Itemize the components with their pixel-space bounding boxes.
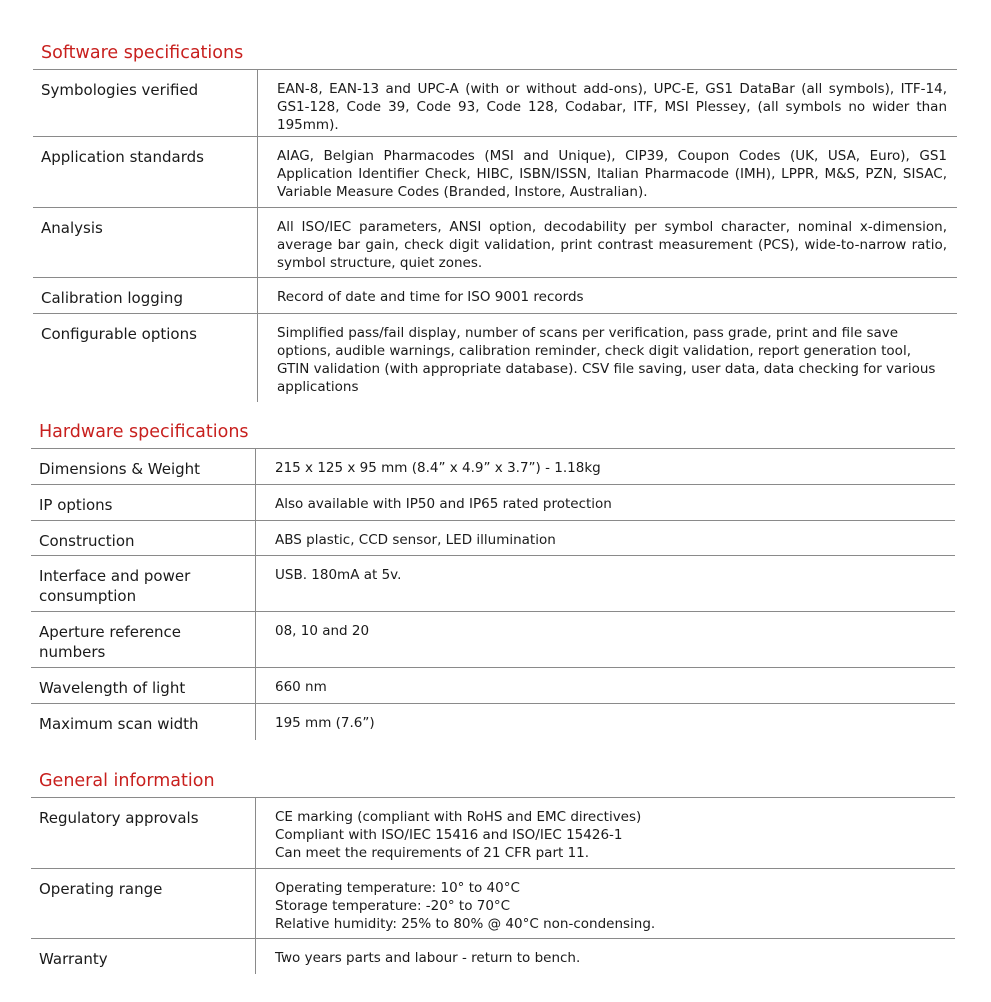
spec-row-symbologies [33, 69, 957, 136]
general-info-table [31, 797, 955, 974]
spec-value: Also available with IP50 and IP65 rated protection [275, 496, 612, 512]
general-section-title: General information [39, 771, 215, 791]
spec-row-aperture [31, 611, 955, 667]
spec-label: Operating range [39, 880, 163, 898]
hardware-spec-table [31, 448, 955, 740]
spec-label: IP options [39, 496, 113, 514]
spec-value [275, 808, 945, 862]
spec-row-warranty [31, 938, 955, 974]
software-spec-table [33, 69, 957, 402]
spec-row-scan-width [31, 703, 955, 740]
value-line: Storage temperature: -20° to 70°C [275, 898, 511, 914]
spec-value: ABS plastic, CCD sensor, LED illumination [275, 532, 556, 548]
spec-value: All ISO/IEC parameters, ANSI option, decodability per symbol character, nominal x-dimension, average bar gain, check digit validation, print contrast measurement (PCS), wide-to-narrow ratio, symbol structure, quiet zones. [277, 219, 947, 271]
spec-value: Record of date and time for ISO 9001 records [277, 289, 584, 305]
hardware-section-title: Hardware specifications [39, 422, 249, 442]
value-line: Relative humidity: 25% to 80% @ 40°C non-condensing. [275, 916, 656, 932]
spec-row-operating-range [31, 868, 955, 938]
spec-label: Regulatory approvals [39, 809, 199, 827]
software-section-title: Software specifications [41, 43, 244, 63]
spec-value: Simplified pass/fail display, number of scans per verification, pass grade, print and file save options, audible warnings, calibration reminder, check digit validation, report generation tool, GTIN validation (with appropriate database). CSV file saving, user data, data checking for various applications [277, 325, 936, 395]
spec-label: Analysis [41, 219, 103, 237]
spec-label: Maximum scan width [39, 715, 199, 733]
spec-row-interface-power [31, 555, 955, 611]
spec-label: Application standards [41, 148, 204, 166]
spec-row-wavelength [31, 667, 955, 703]
spec-label: Warranty [39, 950, 108, 968]
spec-label: Symbologies verified [41, 81, 199, 99]
spec-row-regulatory [31, 797, 955, 868]
spec-value: USB. 180mA at 5v. [275, 567, 402, 583]
spec-value: 660 nm [275, 679, 327, 695]
spec-value [275, 949, 945, 967]
value-line: Can meet the requirements of 21 CFR part 11. [275, 845, 590, 861]
spec-row-configurable [33, 313, 957, 402]
spec-row-dimensions [31, 448, 955, 484]
spec-label: Aperture reference numbers [39, 623, 182, 661]
value-line: Two years parts and labour - return to bench. [275, 950, 581, 966]
spec-value: EAN-8, EAN-13 and UPC-A (with or without add-ons), UPC-E, GS1 DataBar (all symbols), ITF-14, GS1-128, Code 39, Code 93, Code 128, Codabar, ITF, MSI Plessey, (all symbols no wider than 195mm). [277, 81, 947, 133]
spec-row-application-standards [33, 136, 957, 207]
spec-label: Calibration logging [41, 289, 183, 307]
spec-row-construction [31, 520, 955, 555]
spec-value [275, 879, 945, 933]
spec-row-analysis [33, 207, 957, 277]
spec-value: AIAG, Belgian Pharmacodes (MSI and Unique), CIP39, Coupon Codes (UK, USA, Euro), GS1 Application Identifier Check, HIBC, ISBN/ISSN, Italian Pharmacode (IMH), LPPR, M&S, PZN, SISAC, Variable Measure Codes (Branded, Instore, Australian). [277, 148, 947, 200]
spec-value: 215 x 125 x 95 mm (8.4” x 4.9” x 3.7”) - 1.18kg [275, 460, 601, 476]
spec-label: Dimensions & Weight [39, 460, 201, 478]
spec-label: Interface and power consumption [39, 567, 191, 605]
value-line: CE marking (compliant with RoHS and EMC directives) [275, 809, 642, 825]
spec-value: 08, 10 and 20 [275, 623, 370, 639]
value-line: Compliant with ISO/IEC 15416 and ISO/IEC 15426-1 [275, 827, 623, 843]
value-line: Operating temperature: 10° to 40°C [275, 880, 520, 896]
spec-label: Wavelength of light [39, 679, 186, 697]
spec-value: 195 mm (7.6”) [275, 715, 375, 731]
spec-row-ip-options [31, 484, 955, 520]
spec-label: Construction [39, 532, 135, 550]
spec-label: Configurable options [41, 325, 197, 343]
spec-row-calibration [33, 277, 957, 313]
